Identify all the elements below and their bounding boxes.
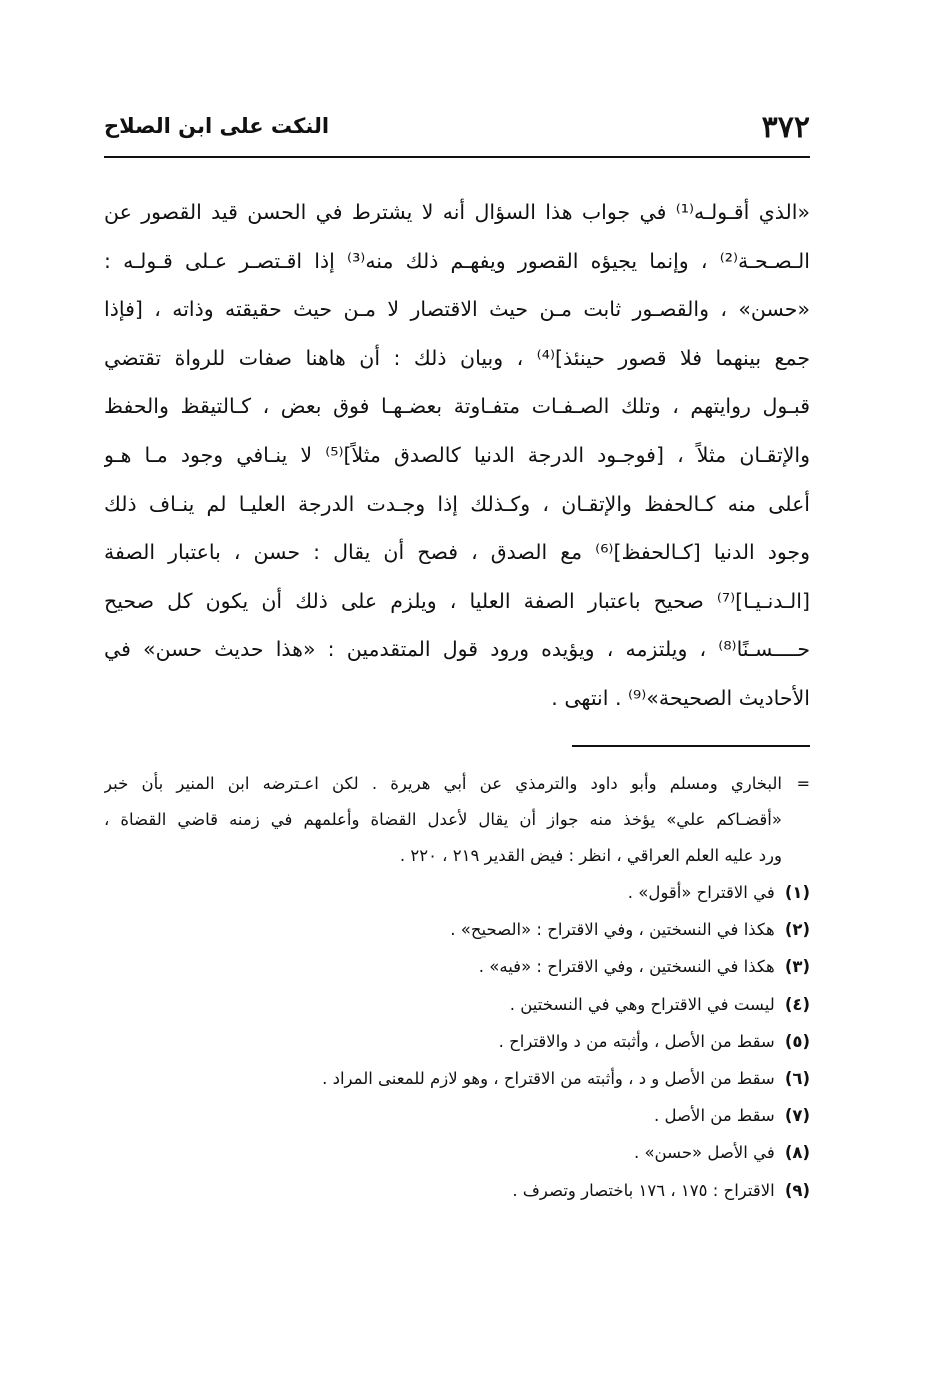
footnote-text: في الاقتراح «أقول» .: [627, 883, 775, 902]
footnote-text: هكذا في النسختين ، وفي الاقتراح : «الصحيح» .: [450, 920, 775, 940]
continuation-marker: =: [796, 774, 810, 793]
footnote-item: [104, 1060, 810, 1097]
text-line: والإتقـان مثلاً ، [فوجـود الدرجة الدنيا كالصدق مثلاً]⁽⁵⁾ لا ينـافي وجود مـا هـو: [104, 442, 810, 467]
footnote-number: (١): [784, 883, 810, 902]
footnote-text: سقط من الأصل و د ، وأثبته من الاقتراح ، وهو لازم للمعنى المراد .: [322, 1068, 775, 1088]
footnote-text: سقط من الأصل ، وأثبته من د والاقتراح .: [498, 1031, 775, 1051]
footnote-line: البخاري ومسلم وأبو داود والترمذي عن أبي هريرة . لكن اعـترضه ابن المنير بأن خبر: [104, 774, 782, 793]
footnote-text: الاقتراح : ١٧٥ ، ١٧٦ باختصار وتصرف .: [512, 1180, 775, 1200]
footnote-text: سقط من الأصل .: [654, 1106, 775, 1126]
footnote-number: (٥): [784, 1031, 810, 1051]
running-title: النكت على ابن الصلاح: [104, 114, 330, 138]
text-line: «حسن» ، والقصـور ثابت مـن حيث الاقتصار لا مـن حيث حقيقته وذاته ، [فإذا: [104, 297, 810, 322]
footnote-line: ورد عليه العلم العراقي ، انظر : فيض القدير ٢١٩ ، ٢٢٠ .: [399, 846, 782, 865]
footnotes: [104, 766, 810, 1209]
footnote-item: [104, 1172, 810, 1209]
text-line: وجود الدنيا [كـالحفظ]⁽⁶⁾ مع الصدق ، فصح أن يقال : حسن ، باعتبار الصفة: [104, 540, 810, 565]
page-header: [104, 110, 810, 152]
footnote-number: (٧): [784, 1106, 810, 1126]
text-line: أعلى منه كـالحفظ والإتقـان ، وكـذلك إذا وجـدت الدرجة العليـا لم ينـاف ذلك: [104, 491, 810, 516]
main-text: [104, 188, 810, 723]
footnote-item: [104, 874, 810, 911]
footnote-number: (٢): [784, 920, 810, 940]
footnote-number: (٦): [784, 1068, 810, 1088]
footnote-number: (٩): [784, 1180, 810, 1200]
footnote-text: ليست في الاقتراح وهي في النسختين .: [509, 994, 775, 1014]
text-line: حــــسـنًا⁽⁸⁾ ، ويلتزمه ، ويؤيده ورود قول المتقدمين : «هذا حديث حسن» في: [104, 637, 810, 662]
text-line: جمع بينهما فلا قصور حينئذ]⁽⁴⁾ ، وبيان ذلك : أن هاهنا صفات للرواة تقتضي: [104, 345, 810, 370]
footnote-text: في الأصل «حسن» .: [633, 1143, 775, 1163]
footnote-number: (٤): [784, 994, 810, 1014]
text-line: قبـول روايتهم ، وتلك الصـفـات متفـاوتة بعضـهـا فوق بعض ، كـالتيقظ والحفظ: [104, 394, 810, 419]
footnote-number: (٨): [784, 1143, 810, 1163]
footnote-item: [104, 1023, 810, 1060]
footnote-item: [104, 948, 810, 985]
footnote-item: [104, 1134, 810, 1171]
text-line: «الذي أقـولـه⁽¹⁾ في جواب هذا السؤال أنه لا يشترط في الحسن قيد القصور عن: [104, 200, 810, 224]
footnote-separator: [572, 745, 810, 747]
footnote-number: (٣): [784, 957, 810, 977]
page-number: ٣٧٢: [761, 110, 810, 145]
text-line: [الـدنـيـا]⁽⁷⁾ صحيح باعتبار الصفة العليا ، ويلزم على ذلك أن يكون كل صحيح: [104, 588, 810, 613]
footnote-text: هكذا في النسختين ، وفي الاقتراح : «فيه» .: [478, 957, 775, 977]
footnote-item: [104, 986, 810, 1023]
footnote-line: «أقضـاكم علي» يؤخذ منه جواز أن يقال لأعدل القضاة وأعلمهم في زمنه قاضي القضاة ،: [104, 810, 782, 829]
text-line: الـصـحـة⁽²⁾ ، وإنما يجيؤه القصور ويفهـم ذلك منه⁽³⁾ إذا اقـتصـر عـلى قـولـه :: [104, 248, 810, 273]
continued-footnote: [104, 766, 810, 874]
footnote-item: [104, 911, 810, 948]
footnote-item: [104, 1097, 810, 1134]
header-rule: [104, 156, 810, 158]
text-line: الأحاديث الصحيحة»⁽⁹⁾ . انتهى .: [551, 685, 810, 710]
